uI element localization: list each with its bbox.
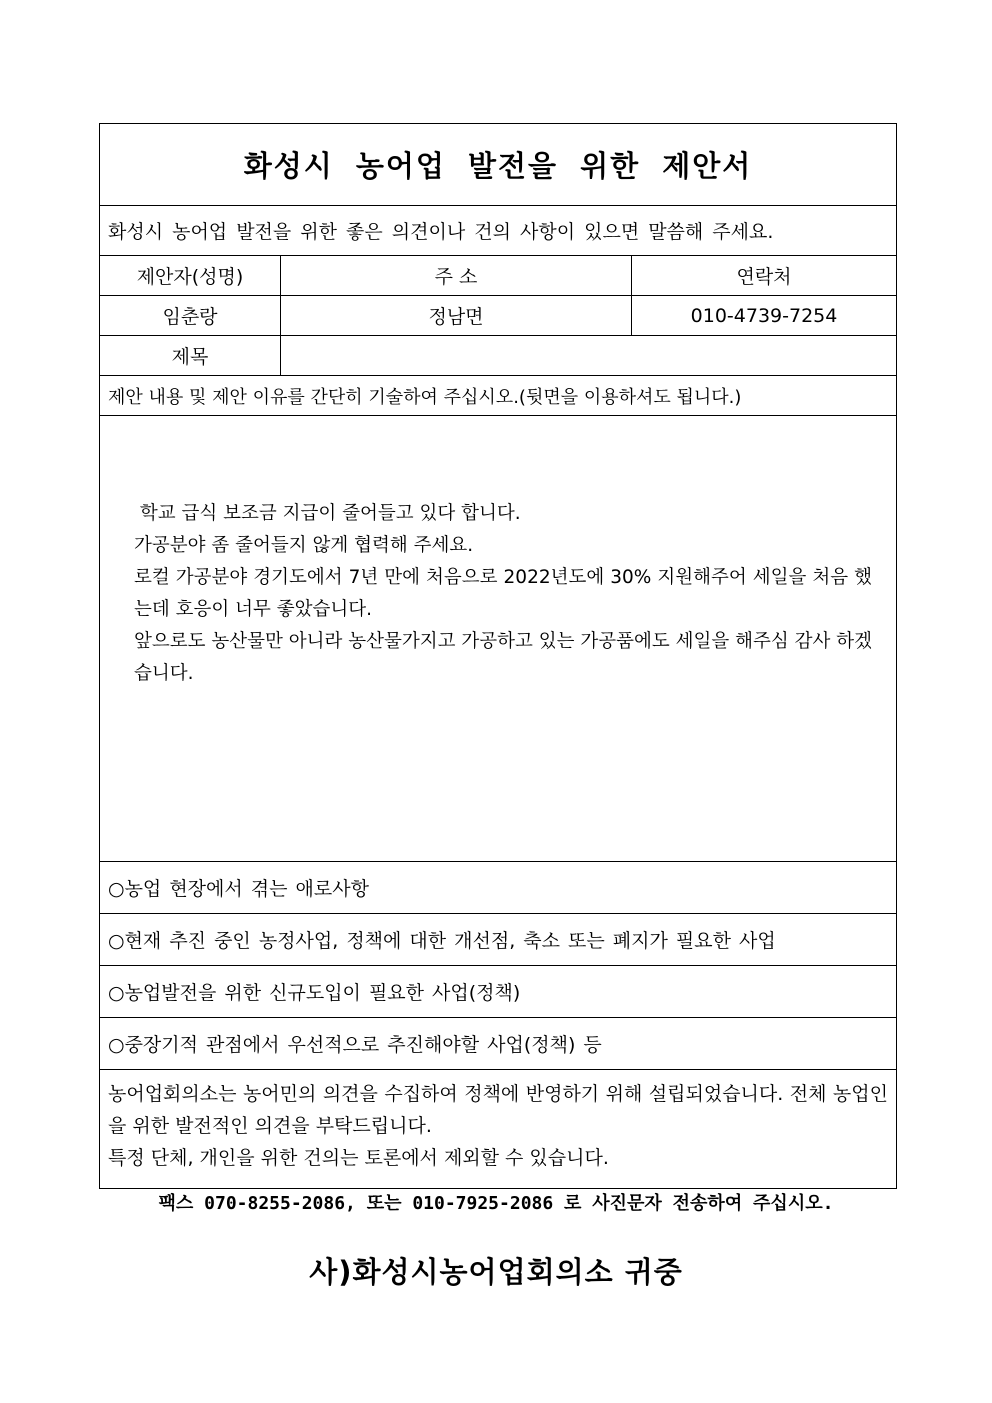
content-line: 학교 급식 보조금 지급이 줄어들고 있다 합니다. [134,503,521,524]
content-line: 가공분야 좀 줄어들지 않게 협력해 주세요. [134,535,474,556]
content-line: 로컬 가공분야 경기도에서 7년 만에 처음으로 2022년도에 30% 지원해주어 세일을 처음 했는데 호응이 너무 좋았습니다. [134,567,872,620]
bullet-priorities: ○중장기적 관점에서 우선적으로 추진해야할 사업(정책) 등 [100,1018,896,1070]
contact-header: 연락처 [736,266,792,288]
notice-line: 농어업회의소는 농어민의 의견을 수집하여 정책에 반영하기 위해 설립되었습니다. 전체 농업인을 위한 발전적인 의견을 부탁드립니다. [108,1083,888,1137]
contact-value: 010-4739-7254 [690,304,838,327]
proposal-form [99,123,897,1189]
proposal-content [100,416,896,862]
subject-value [281,336,896,375]
recipient: 사)화성시농어업회의소 귀중 [309,1255,683,1289]
header-row [100,256,896,296]
form-title: 화성시 농어업 발전을 위한 제안서 [100,124,896,206]
bullet-new-projects: ○농업발전을 위한 신규도입이 필요한 사업(정책) [100,966,896,1018]
address-value: 정남면 [281,296,632,335]
content-line: 앞으로도 농산물만 아니라 농산물가지고 가공하고 있는 가공품에도 세일을 해주심 감사 하겠습니다. [134,631,872,684]
bullet-improvements: ○현재 추진 중인 농정사업, 정책에 대한 개선점, 축소 또는 폐지가 필요한 사업 [100,914,896,966]
proposer-name: 임춘랑 [100,296,281,335]
notice-box [100,1070,896,1188]
content-prompt: 제안 내용 및 제안 이유를 간단히 기술하여 주십시오.(뒷면을 이용하셔도 됩니다.) [100,376,896,416]
bullet-difficulties: ○농업 현장에서 겪는 애로사항 [100,862,896,914]
intro-text: 화성시 농어업 발전을 위한 좋은 의견이나 건의 사항이 있으면 말씀해 주세요. [100,206,896,256]
subject-row [100,336,896,376]
value-row [100,296,896,336]
notice-line: 특정 단체, 개인을 위한 건의는 토론에서 제외할 수 있습니다. [108,1147,609,1169]
proposer-header: 제안자(성명) [100,256,281,295]
subject-label: 제목 [100,336,281,375]
fax-instructions: 팩스 070-8255-2086, 또는 010-7925-2086 로 사진문자 전송하여 주십시오. [158,1193,834,1214]
address-header: 주 소 [281,256,632,295]
